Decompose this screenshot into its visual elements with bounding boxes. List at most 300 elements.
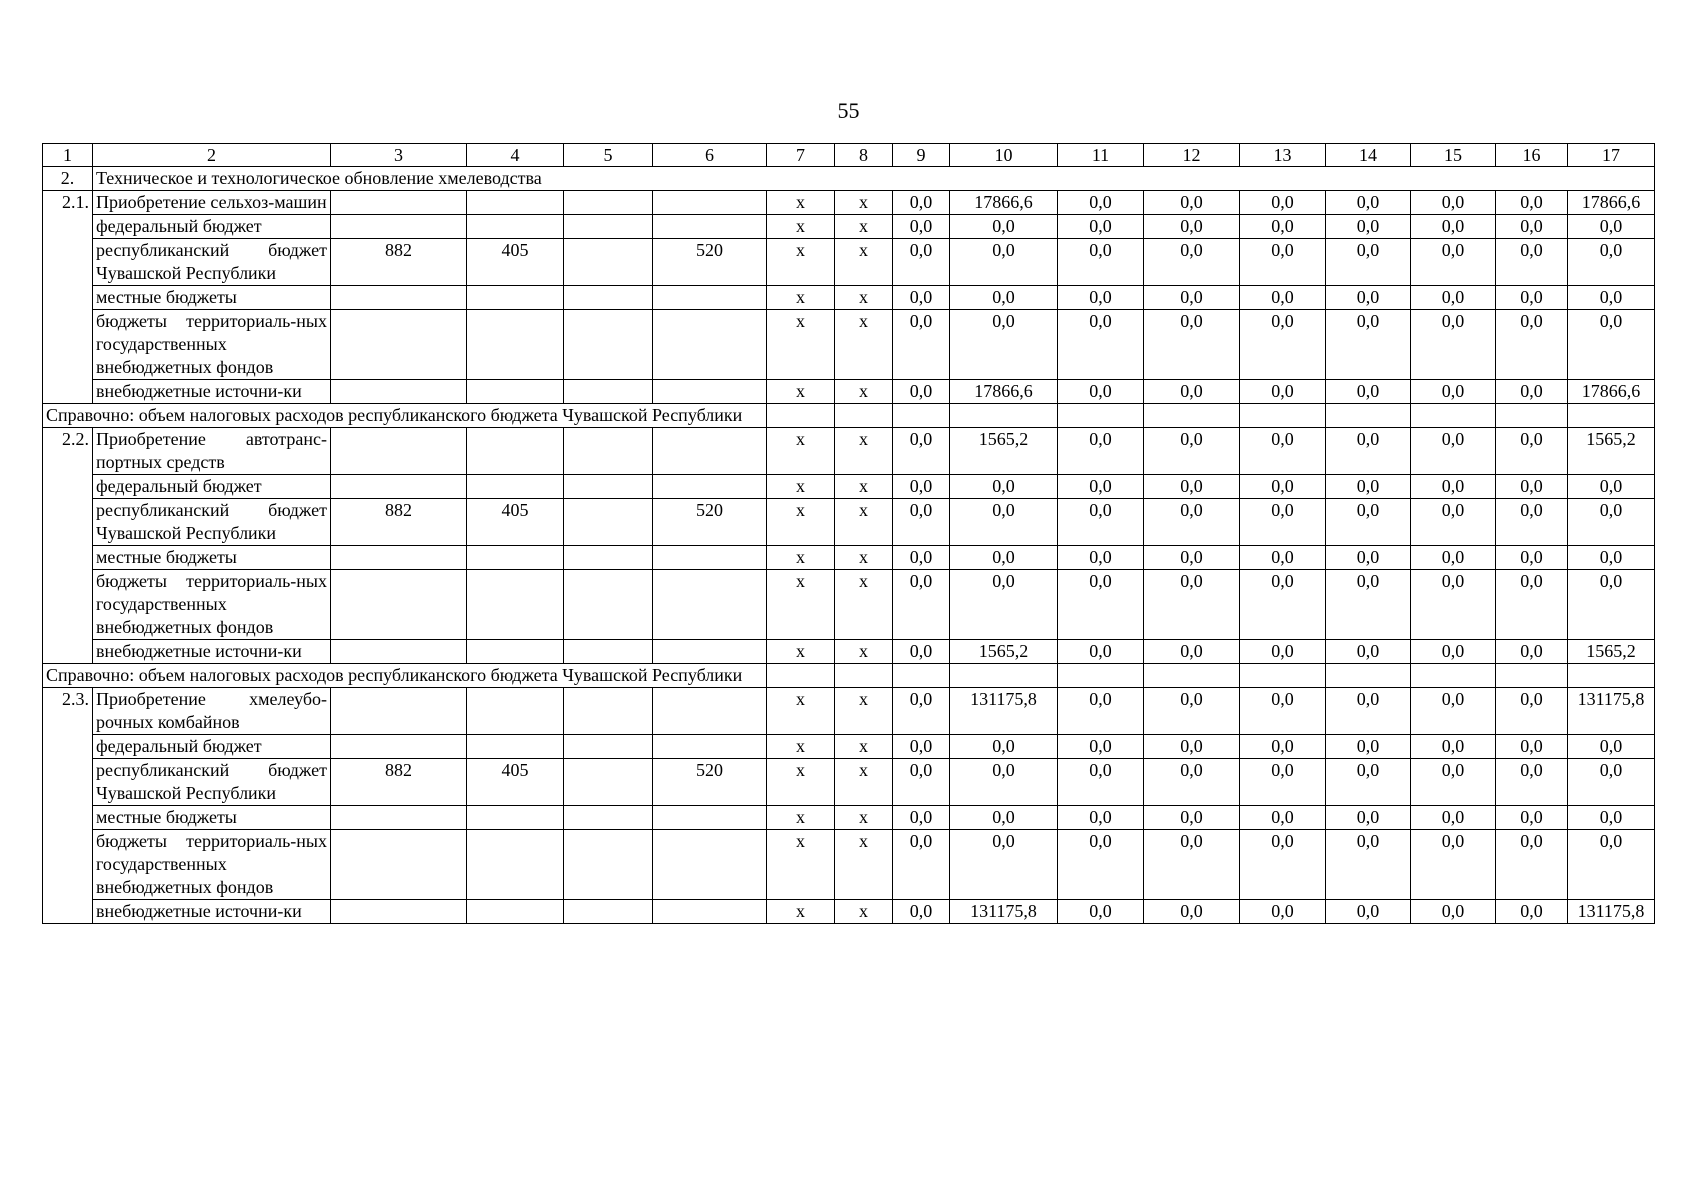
budget-code: [564, 640, 653, 664]
table-row: [43, 900, 1655, 924]
column-number: 12: [1144, 144, 1240, 167]
value-cell: 17866,6: [1568, 380, 1655, 404]
budget-code: [331, 900, 467, 924]
budget-code: [653, 546, 767, 570]
column-number: 9: [893, 144, 950, 167]
value-cell: 0,0: [950, 570, 1058, 640]
value-cell: 0,0: [1326, 735, 1411, 759]
value-cell: 0,0: [893, 310, 950, 380]
empty-cell: [1144, 404, 1240, 428]
value-cell: 0,0: [893, 735, 950, 759]
budget-code: [653, 900, 767, 924]
empty-cell: [767, 404, 835, 428]
value-cell: 0,0: [1058, 215, 1144, 239]
value-cell: 0,0: [1058, 830, 1144, 900]
budget-code: [331, 546, 467, 570]
x-mark: х: [767, 215, 835, 239]
value-cell: 0,0: [1568, 806, 1655, 830]
value-cell: 0,0: [1144, 806, 1240, 830]
table-row: [43, 239, 1655, 286]
empty-cell: [1568, 404, 1655, 428]
empty-cell: [1411, 664, 1496, 688]
value-cell: 0,0: [950, 310, 1058, 380]
value-cell: 0,0: [950, 546, 1058, 570]
budget-code: [467, 286, 564, 310]
column-number: 1: [43, 144, 93, 167]
x-mark: х: [767, 640, 835, 664]
value-cell: 0,0: [1411, 570, 1496, 640]
value-cell: 0,0: [1058, 688, 1144, 735]
table-row: [43, 310, 1655, 380]
value-cell: 0,0: [1568, 546, 1655, 570]
value-cell: 0,0: [1240, 239, 1326, 286]
value-cell: 0,0: [1144, 475, 1240, 499]
value-cell: 0,0: [1496, 570, 1568, 640]
value-cell: 0,0: [1411, 215, 1496, 239]
budget-code: [467, 900, 564, 924]
column-number: 16: [1496, 144, 1568, 167]
empty-cell: [893, 664, 950, 688]
budget-code: [331, 428, 467, 475]
value-cell: 0,0: [1411, 475, 1496, 499]
value-cell: 0,0: [1058, 310, 1144, 380]
value-cell: 0,0: [1326, 570, 1411, 640]
value-cell: 0,0: [893, 475, 950, 499]
row-label: федеральный бюджет: [93, 475, 331, 499]
value-cell: 0,0: [893, 215, 950, 239]
budget-code: [467, 830, 564, 900]
table-row: [43, 806, 1655, 830]
value-cell: 0,0: [893, 640, 950, 664]
x-mark: х: [835, 191, 893, 215]
value-cell: 0,0: [893, 428, 950, 475]
budget-code: [564, 239, 653, 286]
table-row: [43, 830, 1655, 900]
value-cell: 0,0: [1496, 191, 1568, 215]
value-cell: 0,0: [1240, 546, 1326, 570]
value-cell: 0,0: [1496, 475, 1568, 499]
budget-code: 520: [653, 759, 767, 806]
value-cell: 0,0: [950, 499, 1058, 546]
x-mark: х: [835, 380, 893, 404]
value-cell: 0,0: [1240, 570, 1326, 640]
value-cell: 0,0: [1496, 380, 1568, 404]
reference-row: [43, 404, 1655, 428]
table-row: [43, 735, 1655, 759]
value-cell: 0,0: [1144, 900, 1240, 924]
value-cell: 0,0: [1326, 286, 1411, 310]
value-cell: 0,0: [1058, 759, 1144, 806]
value-cell: 0,0: [1411, 830, 1496, 900]
budget-code: [331, 475, 467, 499]
row-label: местные бюджеты: [93, 806, 331, 830]
x-mark: х: [835, 286, 893, 310]
budget-code: [467, 310, 564, 380]
x-mark: х: [835, 806, 893, 830]
budget-code: [653, 428, 767, 475]
budget-code: [467, 735, 564, 759]
value-cell: 0,0: [1411, 640, 1496, 664]
x-mark: х: [835, 570, 893, 640]
value-cell: 0,0: [1144, 759, 1240, 806]
budget-code: [467, 640, 564, 664]
value-cell: 0,0: [1144, 380, 1240, 404]
budget-code: [331, 191, 467, 215]
empty-cell: [1496, 664, 1568, 688]
item-number: 2.3.: [43, 688, 93, 924]
value-cell: 0,0: [1144, 191, 1240, 215]
row-label: внебюджетные источни-ки: [93, 640, 331, 664]
budget-code: 882: [331, 759, 467, 806]
value-cell: 0,0: [1411, 380, 1496, 404]
value-cell: 0,0: [893, 830, 950, 900]
x-mark: х: [835, 640, 893, 664]
table-row: [43, 215, 1655, 239]
value-cell: 0,0: [1411, 310, 1496, 380]
table-row: [43, 428, 1655, 475]
x-mark: х: [767, 900, 835, 924]
column-number: 2: [93, 144, 331, 167]
budget-code: [653, 215, 767, 239]
budget-code: [564, 191, 653, 215]
value-cell: 0,0: [1496, 759, 1568, 806]
value-cell: 0,0: [1144, 640, 1240, 664]
x-mark: х: [767, 310, 835, 380]
reference-note: Справочно: объем налоговых расходов республиканского бюджета Чувашской Республики: [43, 664, 767, 688]
value-cell: 0,0: [1411, 239, 1496, 286]
value-cell: 0,0: [1326, 759, 1411, 806]
budget-code: 882: [331, 239, 467, 286]
value-cell: 0,0: [1326, 900, 1411, 924]
budget-code: [467, 570, 564, 640]
value-cell: 0,0: [1058, 380, 1144, 404]
value-cell: 131175,8: [1568, 688, 1655, 735]
x-mark: х: [767, 428, 835, 475]
value-cell: 0,0: [1144, 688, 1240, 735]
x-mark: х: [835, 215, 893, 239]
budget-code: 520: [653, 239, 767, 286]
value-cell: 0,0: [1240, 499, 1326, 546]
value-cell: 0,0: [1411, 735, 1496, 759]
value-cell: 0,0: [1240, 428, 1326, 475]
budget-code: [653, 570, 767, 640]
row-label: Приобретение автотранс-портных средств: [93, 428, 331, 475]
section-row: [43, 167, 1655, 191]
value-cell: 0,0: [950, 830, 1058, 900]
value-cell: 0,0: [893, 499, 950, 546]
table-row: [43, 499, 1655, 546]
budget-code: [564, 735, 653, 759]
budget-code: [564, 380, 653, 404]
value-cell: 0,0: [1144, 570, 1240, 640]
empty-cell: [950, 664, 1058, 688]
budget-code: [331, 570, 467, 640]
row-label: местные бюджеты: [93, 286, 331, 310]
value-cell: 0,0: [1144, 215, 1240, 239]
x-mark: х: [767, 475, 835, 499]
empty-cell: [893, 404, 950, 428]
budget-code: [331, 830, 467, 900]
value-cell: 0,0: [1326, 428, 1411, 475]
value-cell: 0,0: [1496, 286, 1568, 310]
value-cell: 0,0: [1058, 239, 1144, 286]
value-cell: 0,0: [1058, 499, 1144, 546]
row-label: республиканский бюджет Чувашской Республики: [93, 239, 331, 286]
empty-cell: [1144, 664, 1240, 688]
value-cell: 0,0: [1568, 215, 1655, 239]
value-cell: 0,0: [1496, 215, 1568, 239]
budget-code: [564, 475, 653, 499]
row-label: бюджеты территориаль-ных государственных внебюджетных фондов: [93, 310, 331, 380]
value-cell: 0,0: [1240, 806, 1326, 830]
budget-code: [467, 475, 564, 499]
x-mark: х: [767, 570, 835, 640]
value-cell: 0,0: [1144, 239, 1240, 286]
section-title: Техническое и технологическое обновление хмелеводства: [93, 167, 1655, 191]
table-body: [43, 144, 1655, 924]
value-cell: 0,0: [893, 286, 950, 310]
x-mark: х: [767, 759, 835, 806]
budget-code: [653, 640, 767, 664]
value-cell: 0,0: [1240, 830, 1326, 900]
row-label: федеральный бюджет: [93, 735, 331, 759]
budget-code: [653, 806, 767, 830]
budget-code: [331, 286, 467, 310]
value-cell: 0,0: [1568, 499, 1655, 546]
budget-code: [467, 215, 564, 239]
x-mark: х: [835, 310, 893, 380]
value-cell: 0,0: [1411, 759, 1496, 806]
empty-cell: [1568, 664, 1655, 688]
budget-code: [331, 735, 467, 759]
x-mark: х: [767, 688, 835, 735]
value-cell: 0,0: [950, 735, 1058, 759]
value-cell: 0,0: [893, 759, 950, 806]
budget-code: [564, 215, 653, 239]
x-mark: х: [835, 830, 893, 900]
item-number: 2.1.: [43, 191, 93, 404]
value-cell: 0,0: [1496, 688, 1568, 735]
value-cell: 0,0: [1326, 640, 1411, 664]
table-row: [43, 191, 1655, 215]
value-cell: 0,0: [1496, 239, 1568, 286]
value-cell: 0,0: [1496, 806, 1568, 830]
value-cell: 0,0: [1058, 900, 1144, 924]
budget-table: [42, 143, 1655, 924]
x-mark: х: [767, 191, 835, 215]
value-cell: 0,0: [1240, 215, 1326, 239]
x-mark: х: [835, 499, 893, 546]
x-mark: х: [767, 286, 835, 310]
value-cell: 0,0: [1411, 191, 1496, 215]
empty-cell: [767, 664, 835, 688]
value-cell: 0,0: [1496, 310, 1568, 380]
value-cell: 0,0: [1411, 286, 1496, 310]
x-mark: х: [835, 475, 893, 499]
column-number: 7: [767, 144, 835, 167]
budget-code: [653, 191, 767, 215]
budget-code: 405: [467, 499, 564, 546]
value-cell: 0,0: [1326, 806, 1411, 830]
row-label: местные бюджеты: [93, 546, 331, 570]
x-mark: х: [835, 688, 893, 735]
column-number: 6: [653, 144, 767, 167]
value-cell: 0,0: [1058, 286, 1144, 310]
section-number: 2.: [43, 167, 93, 191]
budget-code: 520: [653, 499, 767, 546]
value-cell: 0,0: [1496, 428, 1568, 475]
value-cell: 0,0: [1058, 546, 1144, 570]
x-mark: х: [835, 239, 893, 286]
value-cell: 1565,2: [1568, 428, 1655, 475]
empty-cell: [1496, 404, 1568, 428]
x-mark: х: [835, 546, 893, 570]
value-cell: 0,0: [1240, 475, 1326, 499]
value-cell: 0,0: [1568, 239, 1655, 286]
value-cell: 0,0: [1411, 428, 1496, 475]
value-cell: 0,0: [950, 806, 1058, 830]
value-cell: 0,0: [1240, 735, 1326, 759]
empty-cell: [1326, 404, 1411, 428]
x-mark: х: [835, 759, 893, 806]
value-cell: 0,0: [1326, 310, 1411, 380]
budget-code: 405: [467, 759, 564, 806]
column-number: 14: [1326, 144, 1411, 167]
value-cell: 17866,6: [950, 380, 1058, 404]
value-cell: 0,0: [1240, 310, 1326, 380]
value-cell: 0,0: [1568, 310, 1655, 380]
value-cell: 0,0: [1411, 499, 1496, 546]
budget-code: [564, 830, 653, 900]
value-cell: 0,0: [893, 900, 950, 924]
empty-cell: [835, 404, 893, 428]
budget-code: [467, 191, 564, 215]
row-label: республиканский бюджет Чувашской Республики: [93, 759, 331, 806]
row-label: федеральный бюджет: [93, 215, 331, 239]
budget-code: [653, 380, 767, 404]
value-cell: 0,0: [1411, 900, 1496, 924]
value-cell: 0,0: [1240, 640, 1326, 664]
value-cell: 0,0: [1496, 900, 1568, 924]
column-number: 8: [835, 144, 893, 167]
value-cell: 0,0: [1240, 900, 1326, 924]
value-cell: 0,0: [1240, 380, 1326, 404]
x-mark: х: [835, 735, 893, 759]
row-label: Приобретение сельхоз-машин: [93, 191, 331, 215]
budget-code: [467, 380, 564, 404]
value-cell: 0,0: [1326, 191, 1411, 215]
value-cell: 0,0: [1411, 546, 1496, 570]
table-row: [43, 570, 1655, 640]
value-cell: 0,0: [1240, 759, 1326, 806]
budget-code: [653, 310, 767, 380]
value-cell: 0,0: [1144, 735, 1240, 759]
value-cell: 0,0: [893, 380, 950, 404]
budget-code: [564, 806, 653, 830]
table-row: [43, 380, 1655, 404]
x-mark: х: [767, 239, 835, 286]
budget-code: [467, 546, 564, 570]
value-cell: 0,0: [893, 570, 950, 640]
value-cell: 0,0: [1411, 806, 1496, 830]
value-cell: 0,0: [1144, 546, 1240, 570]
budget-code: [564, 428, 653, 475]
item-number: 2.2.: [43, 428, 93, 664]
row-label: внебюджетные источни-ки: [93, 900, 331, 924]
column-number: 3: [331, 144, 467, 167]
value-cell: 0,0: [1568, 735, 1655, 759]
value-cell: 17866,6: [1568, 191, 1655, 215]
budget-code: [653, 688, 767, 735]
value-cell: 0,0: [950, 475, 1058, 499]
budget-code: [331, 310, 467, 380]
value-cell: 0,0: [950, 759, 1058, 806]
budget-code: [467, 428, 564, 475]
table-row: [43, 759, 1655, 806]
budget-code: [331, 640, 467, 664]
table-row: [43, 688, 1655, 735]
page-number: 55: [837, 98, 860, 123]
value-cell: 0,0: [1058, 806, 1144, 830]
value-cell: 17866,6: [950, 191, 1058, 215]
value-cell: 0,0: [1144, 428, 1240, 475]
value-cell: 0,0: [1411, 688, 1496, 735]
column-number: 17: [1568, 144, 1655, 167]
value-cell: 0,0: [1326, 215, 1411, 239]
value-cell: 0,0: [1568, 570, 1655, 640]
table-row: [43, 546, 1655, 570]
value-cell: 0,0: [1568, 475, 1655, 499]
row-label: внебюджетные источни-ки: [93, 380, 331, 404]
table-row: [43, 640, 1655, 664]
column-number: 5: [564, 144, 653, 167]
empty-cell: [1240, 664, 1326, 688]
budget-code: [564, 570, 653, 640]
value-cell: 0,0: [1144, 830, 1240, 900]
x-mark: х: [767, 735, 835, 759]
value-cell: 0,0: [1326, 499, 1411, 546]
budget-code: [653, 830, 767, 900]
value-cell: 0,0: [1568, 286, 1655, 310]
value-cell: 0,0: [1240, 286, 1326, 310]
value-cell: 0,0: [893, 688, 950, 735]
row-label: республиканский бюджет Чувашской Республики: [93, 499, 331, 546]
column-number: 10: [950, 144, 1058, 167]
budget-code: [653, 286, 767, 310]
value-cell: 131175,8: [950, 688, 1058, 735]
value-cell: 0,0: [893, 191, 950, 215]
budget-code: [564, 900, 653, 924]
budget-code: [564, 286, 653, 310]
value-cell: 0,0: [1496, 830, 1568, 900]
value-cell: 0,0: [950, 286, 1058, 310]
value-cell: 0,0: [1058, 735, 1144, 759]
value-cell: 0,0: [1326, 239, 1411, 286]
value-cell: 0,0: [1240, 688, 1326, 735]
value-cell: 1565,2: [1568, 640, 1655, 664]
budget-code: [467, 806, 564, 830]
column-number: 13: [1240, 144, 1326, 167]
value-cell: 0,0: [893, 239, 950, 286]
x-mark: х: [835, 900, 893, 924]
value-cell: 0,0: [950, 215, 1058, 239]
column-number-row: [43, 144, 1655, 167]
value-cell: 0,0: [1326, 688, 1411, 735]
value-cell: 0,0: [1058, 428, 1144, 475]
empty-cell: [1058, 664, 1144, 688]
column-number: 15: [1411, 144, 1496, 167]
value-cell: 0,0: [1496, 546, 1568, 570]
